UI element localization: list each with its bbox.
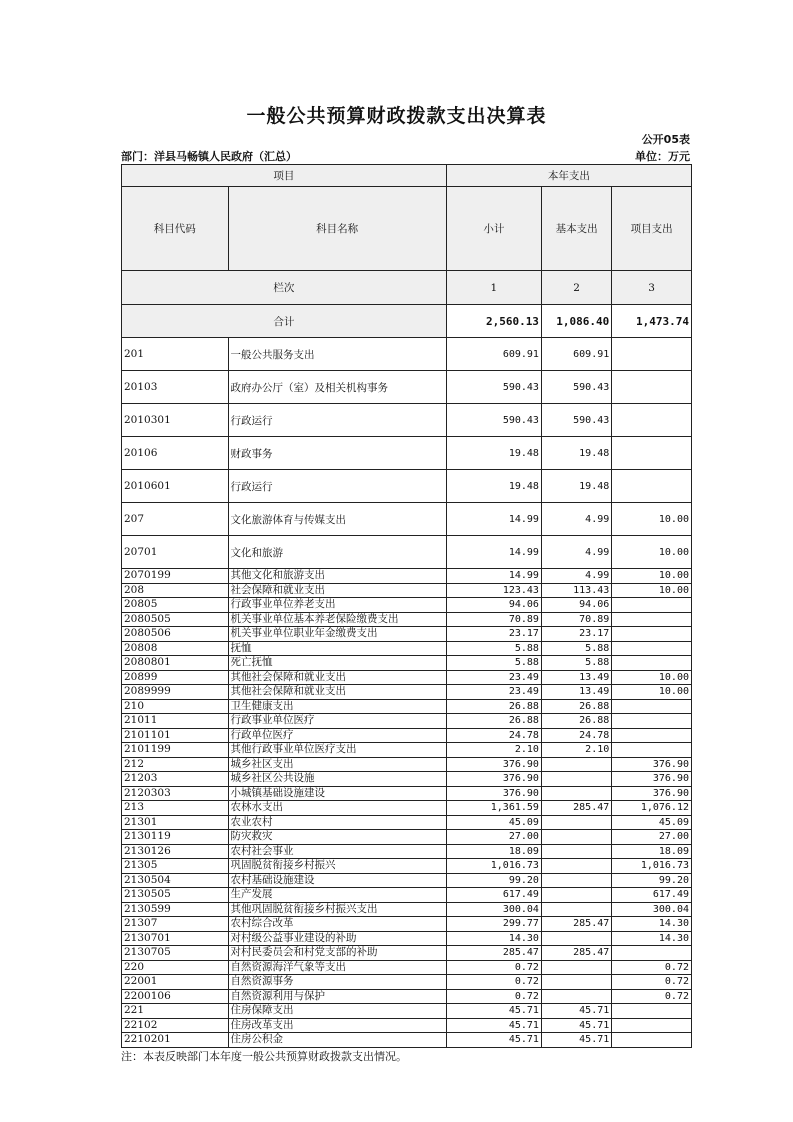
form-number: 公开05表 — [641, 133, 690, 146]
table-row — [122, 917, 692, 932]
row-name: 住房保障支出 — [228, 1004, 446, 1019]
row-basic: 26.88 — [541, 714, 611, 729]
row-code: 2070199 — [122, 569, 229, 584]
row-code: 2101199 — [122, 743, 229, 758]
row-subtotal: 617.49 — [446, 888, 541, 903]
table-row — [122, 844, 692, 859]
row-subtotal: 2.10 — [446, 743, 541, 758]
row-project — [612, 714, 692, 729]
row-project: 10.00 — [612, 569, 692, 584]
table-row — [122, 888, 692, 903]
table-row — [122, 873, 692, 888]
row-subtotal: 99.20 — [446, 873, 541, 888]
row-project — [612, 470, 692, 503]
row-basic — [541, 975, 611, 990]
row-code: 2130599 — [122, 902, 229, 917]
row-subtotal: 609.91 — [446, 338, 541, 371]
row-code: 2130119 — [122, 830, 229, 845]
row-code: 20103 — [122, 371, 229, 404]
row-subtotal: 23.17 — [446, 627, 541, 642]
row-code: 2130504 — [122, 873, 229, 888]
row-subtotal: 19.48 — [446, 437, 541, 470]
row-subtotal: 45.71 — [446, 1033, 541, 1048]
row-project — [612, 641, 692, 656]
table-row — [122, 989, 692, 1004]
row-basic: 13.49 — [541, 670, 611, 685]
index-label: 栏次 — [122, 271, 447, 305]
total-basic: 1,086.40 — [541, 305, 611, 338]
row-basic — [541, 844, 611, 859]
header-basic: 基本支出 — [541, 187, 611, 271]
row-subtotal: 376.90 — [446, 786, 541, 801]
row-project: 10.00 — [612, 503, 692, 536]
row-project: 1,016.73 — [612, 859, 692, 874]
row-code: 2080505 — [122, 612, 229, 627]
row-project: 10.00 — [612, 583, 692, 598]
row-name: 文化旅游体育与传媒支出 — [228, 503, 446, 536]
header-row-group — [122, 165, 692, 187]
row-basic — [541, 931, 611, 946]
row-project: 376.90 — [612, 757, 692, 772]
row-subtotal: 14.99 — [446, 536, 541, 569]
table-row — [122, 536, 692, 569]
table-row — [122, 714, 692, 729]
row-subtotal: 27.00 — [446, 830, 541, 845]
row-project: 99.20 — [612, 873, 692, 888]
index-1: 1 — [446, 271, 541, 305]
row-basic: 4.99 — [541, 569, 611, 584]
row-code: 2130505 — [122, 888, 229, 903]
row-name: 对村民委员会和村党支部的补助 — [228, 946, 446, 961]
row-basic: 590.43 — [541, 404, 611, 437]
row-name: 财政事务 — [228, 437, 446, 470]
row-name: 自然资源事务 — [228, 975, 446, 990]
row-subtotal: 590.43 — [446, 404, 541, 437]
table-row — [122, 656, 692, 671]
header-row-columns — [122, 187, 692, 271]
index-2: 2 — [541, 271, 611, 305]
header-name: 科目名称 — [228, 187, 446, 271]
row-code: 20808 — [122, 641, 229, 656]
table-row — [122, 728, 692, 743]
row-basic: 4.99 — [541, 536, 611, 569]
row-project: 14.30 — [612, 931, 692, 946]
table-row — [122, 801, 692, 816]
row-basic: 45.71 — [541, 1004, 611, 1019]
table-row — [122, 569, 692, 584]
table-row — [122, 960, 692, 975]
row-basic: 45.71 — [541, 1033, 611, 1048]
row-project: 376.90 — [612, 786, 692, 801]
table-row — [122, 931, 692, 946]
row-subtotal: 45.09 — [446, 815, 541, 830]
row-project — [612, 404, 692, 437]
row-subtotal: 23.49 — [446, 685, 541, 700]
row-code: 2080506 — [122, 627, 229, 642]
row-name: 卫生健康支出 — [228, 699, 446, 714]
row-project: 10.00 — [612, 685, 692, 700]
row-name: 行政运行 — [228, 404, 446, 437]
row-basic: 5.88 — [541, 656, 611, 671]
row-subtotal: 1,361.59 — [446, 801, 541, 816]
table-row — [122, 902, 692, 917]
row-code: 220 — [122, 960, 229, 975]
row-basic: 285.47 — [541, 801, 611, 816]
row-project — [612, 437, 692, 470]
table-row — [122, 685, 692, 700]
row-project: 1,076.12 — [612, 801, 692, 816]
expenditure-table — [121, 164, 692, 1048]
row-name: 其他行政事业单位医疗支出 — [228, 743, 446, 758]
row-basic: 26.88 — [541, 699, 611, 714]
row-project — [612, 612, 692, 627]
row-subtotal: 26.88 — [446, 714, 541, 729]
row-project: 27.00 — [612, 830, 692, 845]
row-name: 巩固脱贫衔接乡村振兴 — [228, 859, 446, 874]
row-name: 其他社会保障和就业支出 — [228, 670, 446, 685]
row-name: 抚恤 — [228, 641, 446, 656]
row-basic: 113.43 — [541, 583, 611, 598]
row-code: 2101101 — [122, 728, 229, 743]
row-name: 其他社会保障和就业支出 — [228, 685, 446, 700]
row-subtotal: 1,016.73 — [446, 859, 541, 874]
row-project: 10.00 — [612, 670, 692, 685]
row-basic — [541, 757, 611, 772]
row-subtotal: 0.72 — [446, 960, 541, 975]
header-subtotal: 小计 — [446, 187, 541, 271]
unit-label: 单位：万元 — [635, 150, 690, 163]
table-row — [122, 404, 692, 437]
row-code: 22102 — [122, 1018, 229, 1033]
row-name: 小城镇基础设施建设 — [228, 786, 446, 801]
index-row — [122, 271, 692, 305]
row-name: 死亡抚恤 — [228, 656, 446, 671]
row-subtotal: 94.06 — [446, 598, 541, 613]
table-row — [122, 338, 692, 371]
table-row — [122, 670, 692, 685]
row-code: 210 — [122, 699, 229, 714]
row-project — [612, 656, 692, 671]
row-name: 农村社会事业 — [228, 844, 446, 859]
row-basic: 94.06 — [541, 598, 611, 613]
table-row — [122, 772, 692, 787]
row-name: 住房改革支出 — [228, 1018, 446, 1033]
table-row — [122, 815, 692, 830]
row-project — [612, 1004, 692, 1019]
row-name: 政府办公厅（室）及相关机构事务 — [228, 371, 446, 404]
row-code: 20106 — [122, 437, 229, 470]
row-code: 208 — [122, 583, 229, 598]
row-project: 0.72 — [612, 960, 692, 975]
row-name: 自然资源海洋气象等支出 — [228, 960, 446, 975]
table-row — [122, 946, 692, 961]
row-project — [612, 699, 692, 714]
row-basic — [541, 989, 611, 1004]
row-code: 2200106 — [122, 989, 229, 1004]
row-basic — [541, 859, 611, 874]
row-code: 2080801 — [122, 656, 229, 671]
row-name: 其他巩固脱贫衔接乡村振兴支出 — [228, 902, 446, 917]
table-row — [122, 1004, 692, 1019]
row-basic — [541, 786, 611, 801]
row-subtotal: 18.09 — [446, 844, 541, 859]
row-code: 21301 — [122, 815, 229, 830]
table-row — [122, 975, 692, 990]
row-basic — [541, 815, 611, 830]
table-row — [122, 598, 692, 613]
row-code: 2130705 — [122, 946, 229, 961]
table-row — [122, 1018, 692, 1033]
row-code: 20899 — [122, 670, 229, 685]
row-basic: 285.47 — [541, 946, 611, 961]
row-basic: 609.91 — [541, 338, 611, 371]
row-code: 2010301 — [122, 404, 229, 437]
row-code: 207 — [122, 503, 229, 536]
table-row — [122, 830, 692, 845]
row-basic: 13.49 — [541, 685, 611, 700]
row-code: 2210201 — [122, 1033, 229, 1048]
row-name: 行政单位医疗 — [228, 728, 446, 743]
table-row — [122, 583, 692, 598]
table-row — [122, 743, 692, 758]
row-subtotal: 285.47 — [446, 946, 541, 961]
row-project: 0.72 — [612, 975, 692, 990]
row-project — [612, 627, 692, 642]
header-year-group: 本年支出 — [446, 165, 691, 187]
row-code: 21011 — [122, 714, 229, 729]
row-name: 对村级公益事业建设的补助 — [228, 931, 446, 946]
table-row — [122, 859, 692, 874]
row-basic: 4.99 — [541, 503, 611, 536]
row-basic: 70.89 — [541, 612, 611, 627]
page-title: 一般公共预算财政拨款支出决算表 — [246, 105, 547, 127]
footnote: 注：本表反映部门本年度一般公共预算财政拨款支出情况。 — [121, 1050, 407, 1063]
row-name: 文化和旅游 — [228, 536, 446, 569]
row-code: 2130701 — [122, 931, 229, 946]
row-subtotal: 376.90 — [446, 772, 541, 787]
row-name: 城乡社区公共设施 — [228, 772, 446, 787]
row-basic: 19.48 — [541, 437, 611, 470]
row-subtotal: 299.77 — [446, 917, 541, 932]
row-code: 2010601 — [122, 470, 229, 503]
row-subtotal: 45.71 — [446, 1018, 541, 1033]
row-name: 住房公积金 — [228, 1033, 446, 1048]
row-project: 0.72 — [612, 989, 692, 1004]
row-basic — [541, 873, 611, 888]
row-code: 221 — [122, 1004, 229, 1019]
row-project: 617.49 — [612, 888, 692, 903]
row-subtotal: 376.90 — [446, 757, 541, 772]
header-code: 科目代码 — [122, 187, 229, 271]
table-row — [122, 437, 692, 470]
row-project: 10.00 — [612, 536, 692, 569]
row-subtotal: 70.89 — [446, 612, 541, 627]
row-name: 农林水支出 — [228, 801, 446, 816]
row-project: 376.90 — [612, 772, 692, 787]
table-row — [122, 627, 692, 642]
row-project: 45.09 — [612, 815, 692, 830]
row-basic — [541, 888, 611, 903]
row-subtotal: 5.88 — [446, 641, 541, 656]
row-subtotal: 14.99 — [446, 503, 541, 536]
row-basic — [541, 902, 611, 917]
row-code: 21307 — [122, 917, 229, 932]
row-code: 20701 — [122, 536, 229, 569]
row-basic: 285.47 — [541, 917, 611, 932]
row-name: 社会保障和就业支出 — [228, 583, 446, 598]
total-project: 1,473.74 — [612, 305, 692, 338]
header-project: 项目支出 — [612, 187, 692, 271]
row-project: 300.04 — [612, 902, 692, 917]
row-name: 一般公共服务支出 — [228, 338, 446, 371]
row-project — [612, 1018, 692, 1033]
row-name: 机关事业单位基本养老保险缴费支出 — [228, 612, 446, 627]
row-subtotal: 26.88 — [446, 699, 541, 714]
row-project — [612, 1033, 692, 1048]
header-item-group: 项目 — [122, 165, 447, 187]
row-basic: 24.78 — [541, 728, 611, 743]
row-basic: 2.10 — [541, 743, 611, 758]
row-name: 其他文化和旅游支出 — [228, 569, 446, 584]
row-basic: 45.71 — [541, 1018, 611, 1033]
row-subtotal: 123.43 — [446, 583, 541, 598]
row-basic: 23.17 — [541, 627, 611, 642]
row-code: 21305 — [122, 859, 229, 874]
row-project — [612, 598, 692, 613]
total-row — [122, 305, 692, 338]
row-basic — [541, 960, 611, 975]
row-code: 2089999 — [122, 685, 229, 700]
table-row — [122, 612, 692, 627]
row-basic — [541, 772, 611, 787]
row-subtotal: 24.78 — [446, 728, 541, 743]
row-project — [612, 728, 692, 743]
row-subtotal: 5.88 — [446, 656, 541, 671]
row-name: 自然资源利用与保护 — [228, 989, 446, 1004]
row-basic — [541, 830, 611, 845]
department-label: 部门：洋县马畅镇人民政府（汇总） — [121, 150, 297, 163]
row-subtotal: 23.49 — [446, 670, 541, 685]
row-code: 201 — [122, 338, 229, 371]
total-label: 合计 — [122, 305, 447, 338]
row-code: 20805 — [122, 598, 229, 613]
row-project: 18.09 — [612, 844, 692, 859]
row-subtotal: 0.72 — [446, 989, 541, 1004]
table-row — [122, 786, 692, 801]
total-subtotal: 2,560.13 — [446, 305, 541, 338]
row-project — [612, 946, 692, 961]
table-row — [122, 699, 692, 714]
row-code: 22001 — [122, 975, 229, 990]
row-code: 21203 — [122, 772, 229, 787]
row-project — [612, 371, 692, 404]
table-row — [122, 757, 692, 772]
row-name: 农业农村 — [228, 815, 446, 830]
row-name: 农村基础设施建设 — [228, 873, 446, 888]
row-code: 212 — [122, 757, 229, 772]
row-subtotal: 14.99 — [446, 569, 541, 584]
table-row — [122, 641, 692, 656]
row-basic: 19.48 — [541, 470, 611, 503]
row-name: 防灾救灾 — [228, 830, 446, 845]
row-project — [612, 743, 692, 758]
row-code: 2130126 — [122, 844, 229, 859]
row-subtotal: 0.72 — [446, 975, 541, 990]
table-row — [122, 371, 692, 404]
table-row — [122, 503, 692, 536]
row-name: 生产发展 — [228, 888, 446, 903]
row-name: 农村综合改革 — [228, 917, 446, 932]
row-subtotal: 14.30 — [446, 931, 541, 946]
table-row — [122, 1033, 692, 1048]
row-name: 城乡社区支出 — [228, 757, 446, 772]
row-name: 行政事业单位医疗 — [228, 714, 446, 729]
row-project: 14.30 — [612, 917, 692, 932]
row-name: 机关事业单位职业年金缴费支出 — [228, 627, 446, 642]
row-name: 行政事业单位养老支出 — [228, 598, 446, 613]
row-subtotal: 19.48 — [446, 470, 541, 503]
row-project — [612, 338, 692, 371]
row-basic: 5.88 — [541, 641, 611, 656]
table-row — [122, 470, 692, 503]
row-basic: 590.43 — [541, 371, 611, 404]
index-3: 3 — [612, 271, 692, 305]
row-subtotal: 590.43 — [446, 371, 541, 404]
row-subtotal: 300.04 — [446, 902, 541, 917]
row-subtotal: 45.71 — [446, 1004, 541, 1019]
row-code: 2120303 — [122, 786, 229, 801]
row-code: 213 — [122, 801, 229, 816]
row-name: 行政运行 — [228, 470, 446, 503]
